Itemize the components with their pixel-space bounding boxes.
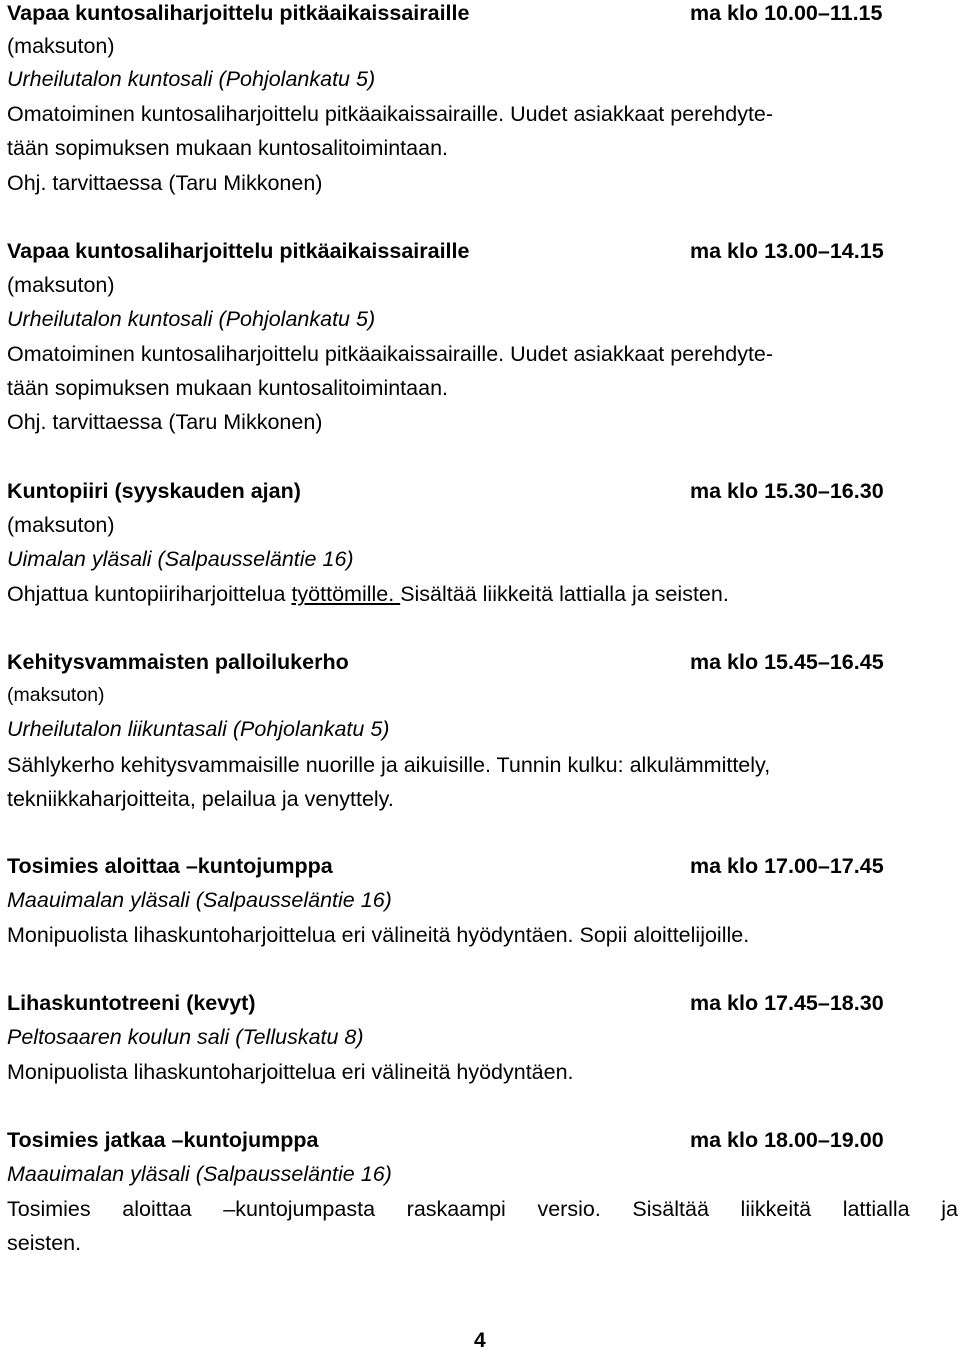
entry-description: Ohj. tarvittaessa (Taru Mikkonen) <box>7 171 323 195</box>
entry-title <box>7 990 960 1016</box>
entry-fee: (maksuton) <box>7 273 115 297</box>
entry-fee: (maksuton) <box>7 684 105 706</box>
entry-description: Ohj. tarvittaessa (Taru Mikkonen) <box>7 410 323 434</box>
entry-description: tään sopimuksen mukaan kuntosalitoimintaan. <box>7 376 449 400</box>
entry-location: Peltosaaren koulun sali (Telluskatu 8) <box>7 1025 364 1049</box>
entry-fee: (maksuton) <box>7 34 115 58</box>
entry-location: Uimalan yläsali (Salpausseläntie 16) <box>7 547 354 571</box>
entry-description: tään sopimuksen mukaan kuntosalitoimintaan. <box>7 136 449 160</box>
entry-title-text: Tosimies jatkaa –kuntojumppa <box>7 1128 319 1152</box>
entry-time: ma klo 15.45–16.45 <box>690 650 884 674</box>
entry-description: Monipuolista lihaskuntoharjoittelua eri välineitä hyödyntäen. <box>7 1060 574 1084</box>
entry-description: Omatoiminen kuntosaliharjoittelu pitkäaikaissairaille. Uudet asiakkaat perehdyte- <box>7 342 774 366</box>
entry-title-text: Vapaa kuntosaliharjoittelu pitkäaikaissairaille <box>7 1 470 25</box>
entry-location: Urheilutalon kuntosali (Pohjolankatu 5) <box>7 307 376 331</box>
entry-time: ma klo 15.30–16.30 <box>690 479 884 503</box>
entry-title-text: Lihaskuntotreeni (kevyt) <box>7 991 256 1015</box>
entry-title <box>7 0 960 26</box>
entry-time: ma klo 18.00–19.00 <box>690 1128 884 1152</box>
entry-description: Monipuolista lihaskuntoharjoittelua eri välineitä hyödyntäen. Sopii aloittelijoille. <box>7 923 750 947</box>
entry-title <box>7 478 960 504</box>
entry-description: tekniikkaharjoitteita, pelailua ja venyttely. <box>7 787 394 811</box>
entry-time: ma klo 13.00–14.15 <box>690 239 884 263</box>
description-part: Sisältää liikkeitä lattialla ja seisten. <box>400 582 729 606</box>
entry-title-text: Kuntopiiri (syyskauden ajan) <box>7 479 301 503</box>
entry-location: Maauimalan yläsali (Salpausseläntie 16) <box>7 1162 392 1186</box>
entry-description: Sählykerho kehitysvammaisille nuorille ja aikuisille. Tunnin kulku: alkulämmittely, <box>7 753 771 777</box>
entry-title <box>7 238 960 264</box>
entry-location: Urheilutalon liikuntasali (Pohjolankatu 5) <box>7 717 390 741</box>
entry-title-text: Tosimies aloittaa –kuntojumppa <box>7 854 333 878</box>
page-number: 4 <box>474 1329 486 1352</box>
description-part: Ohjattua kuntopiiriharjoittelua <box>7 582 292 606</box>
entry-title-text: Vapaa kuntosaliharjoittelu pitkäaikaissairaille <box>7 239 470 263</box>
entry-title <box>7 853 960 879</box>
entry-title <box>7 1127 960 1153</box>
entry-location: Urheilutalon kuntosali (Pohjolankatu 5) <box>7 67 376 91</box>
entry-time: ma klo 17.45–18.30 <box>690 991 884 1015</box>
entry-fee: (maksuton) <box>7 513 115 537</box>
entry-description <box>7 581 960 607</box>
entry-time: ma klo 17.00–17.45 <box>690 854 884 878</box>
entry-time: ma klo 10.00–11.15 <box>690 1 883 25</box>
entry-title <box>7 649 960 675</box>
entry-location: Maauimalan yläsali (Salpausseläntie 16) <box>7 888 392 912</box>
entry-description: Tosimies aloittaa –kuntojumpasta raskaampi versio. Sisältää liikkeitä lattialla ja <box>7 1197 958 1221</box>
entry-title-text: Kehitysvammaisten palloilukerho <box>7 650 349 674</box>
underlined-text: työttömille. <box>291 582 401 606</box>
entry-description: Omatoiminen kuntosaliharjoittelu pitkäaikaissairaille. Uudet asiakkaat perehdyte- <box>7 102 774 126</box>
entry-description: seisten. <box>7 1231 82 1255</box>
